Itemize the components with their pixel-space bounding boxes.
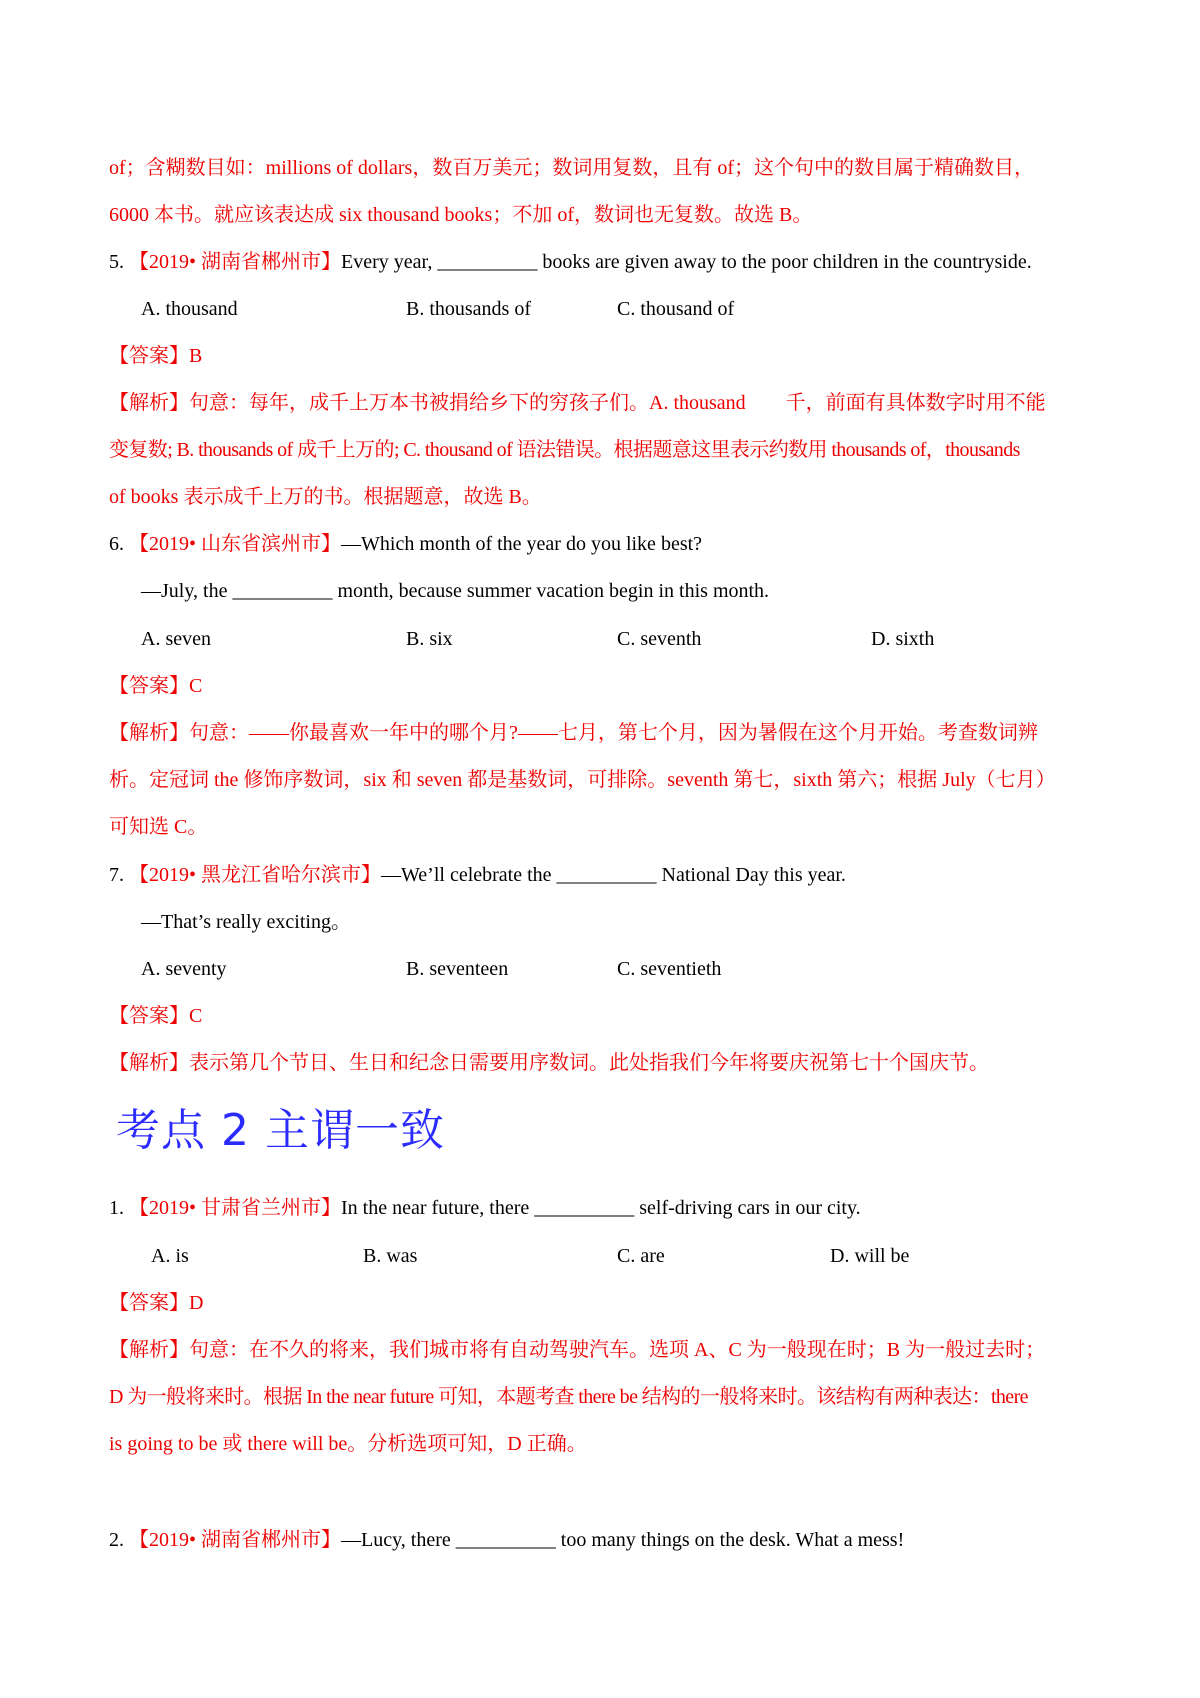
analysis-text: 句意：——你最喜欢一年中的哪个月?——七月，第七个月，因为暑假在这个月开始。考查数词辨 — [189, 722, 1038, 744]
analysis-label: 【解析】 — [109, 392, 189, 414]
intro-line-1: of；含糊数目如：millions of dollars，数百万美元；数词用复数，且有 of；这个句中的数目属于精确数目， — [109, 157, 1034, 179]
analysis-line-1 — [109, 720, 1038, 746]
answer-label: 【答案】C — [109, 1005, 203, 1027]
question-source: 【2019• 山东省滨州市】 — [129, 533, 342, 555]
question-5 — [109, 249, 1032, 275]
analysis-label: 【解析】 — [109, 1339, 189, 1361]
option-c: C. seventh — [617, 628, 702, 650]
question-source: 【2019• 黑龙江省哈尔滨市】 — [129, 864, 382, 886]
analysis-line-2: D 为一般将来时。根据 In the near future 可知，本题考查 there be 结构的一般将来时。该结构有两种表达：there — [109, 1386, 1028, 1408]
question-number: 1. — [109, 1197, 124, 1219]
question-stem-2: —That’s really exciting。 — [141, 911, 351, 933]
option-c: C. seventieth — [617, 958, 722, 980]
option-d: D. sixth — [871, 628, 935, 650]
option-a: A. seventy — [141, 958, 227, 980]
option-b: B. six — [406, 628, 453, 650]
question-number: 6. — [109, 533, 124, 555]
question-stem: —Which month of the year do you like best? — [341, 533, 703, 555]
answer-label: 【答案】B — [109, 345, 203, 367]
analysis-line-3: 可知选 C。 — [109, 816, 208, 838]
section2-question-1 — [109, 1195, 861, 1221]
analysis-line-1 — [109, 390, 1046, 416]
answer-label: 【答案】C — [109, 675, 203, 697]
answer-label: 【答案】D — [109, 1292, 204, 1314]
section2-question-2 — [109, 1527, 904, 1553]
question-stem: In the near future, there __________ self-driving cars in our city. — [341, 1197, 861, 1219]
question-stem-2: —July, the __________ month, because summer vacation begin in this month. — [141, 580, 770, 602]
option-a: A. thousand — [141, 298, 238, 320]
question-number: 2. — [109, 1529, 124, 1551]
question-7 — [109, 862, 846, 888]
analysis-line-2: 变复数; B. thousands of 成千上万的; C. thousand of 语法错误。根据题意这里表示约数用 thousands of，thousands — [109, 439, 1020, 461]
question-source: 【2019• 甘肃省兰州市】 — [129, 1197, 342, 1219]
analysis-label: 【解析】 — [109, 722, 189, 744]
question-number: 7. — [109, 864, 124, 886]
question-source: 【2019• 湖南省郴州市】 — [129, 251, 342, 273]
analysis-text: 句意：每年，成千上万本书被捐给乡下的穷孩子们。A. thousand 千，前面有具体数字时用不能 — [189, 392, 1046, 414]
option-a: A. is — [151, 1245, 189, 1267]
question-6 — [109, 531, 702, 557]
question-number: 5. — [109, 251, 124, 273]
question-stem: —Lucy, there __________ too many things on the desk. What a mess! — [341, 1529, 905, 1551]
option-b: B. thousands of — [406, 298, 531, 320]
question-source: 【2019• 湖南省郴州市】 — [129, 1529, 342, 1551]
question-stem: —We’ll celebrate the __________ National Day this year. — [381, 864, 846, 886]
option-b: B. seventeen — [406, 958, 509, 980]
section-heading: 考点 2 主谓一致 — [116, 1105, 445, 1156]
analysis-text: 表示第几个节日、生日和纪念日需要用序数词。此处指我们今年将要庆祝第七十个国庆节。 — [189, 1052, 989, 1074]
option-c: C. thousand of — [617, 298, 735, 320]
option-b: B. was — [363, 1245, 418, 1267]
analysis-line-3: of books 表示成千上万的书。根据题意，故选 B。 — [109, 486, 542, 508]
analysis-line-1 — [109, 1337, 1045, 1363]
analysis-line-1 — [109, 1050, 989, 1076]
intro-line-2: 6000 本书。就应该表达成 six thousand books；不加 of，数词也无复数。故选 B。 — [109, 204, 813, 226]
question-stem: Every year, __________ books are given away to the poor children in the countryside. — [341, 251, 1032, 273]
analysis-line-2: 析。定冠词 the 修饰序数词，six 和 seven 都是基数词，可排除。seventh 第七，sixth 第六；根据 July（七月） — [109, 769, 1056, 791]
analysis-text: 句意：在不久的将来，我们城市将有自动驾驶汽车。选项 A、C 为一般现在时；B 为一般过去时； — [189, 1339, 1046, 1361]
option-c: C. are — [617, 1245, 665, 1267]
option-d: D. will be — [830, 1245, 910, 1267]
analysis-label: 【解析】 — [109, 1052, 189, 1074]
analysis-line-3: is going to be 或 there will be。分析选项可知，D 正确。 — [109, 1433, 587, 1455]
option-a: A. seven — [141, 628, 211, 650]
